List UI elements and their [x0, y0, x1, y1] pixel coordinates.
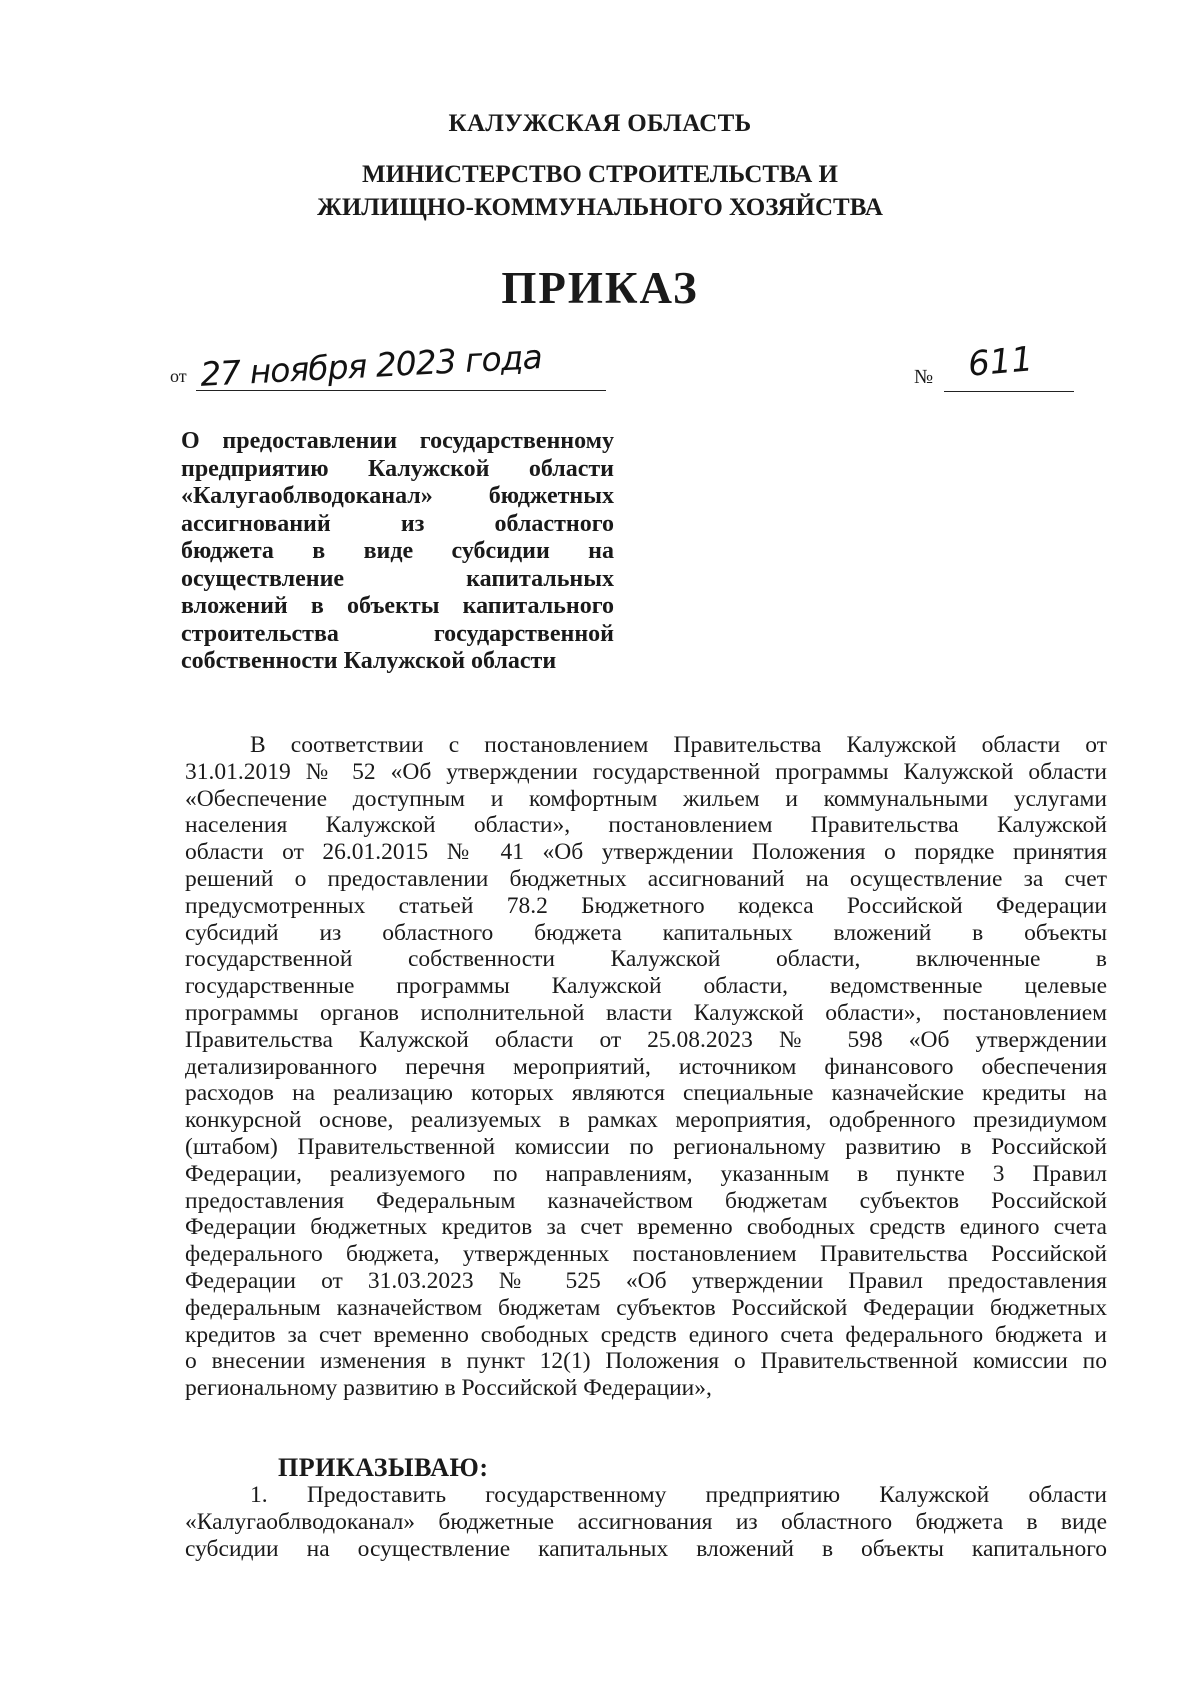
preamble-line: предусмотренных статьей 78.2 Бюджетного кодекса Российской Федерации	[185, 892, 1107, 919]
preamble-line: о внесении изменения в пункт 12(1) Положения о Правительственной комиссии по	[185, 1348, 1107, 1375]
preamble-line: Федерации бюджетных кредитов за счет временно свободных средств единого счета	[185, 1214, 1107, 1241]
preamble-line: «Обеспечение доступным и комфортным жильем и коммунальными услугами	[185, 785, 1107, 812]
subject-line: «Калугаоблводоканал» бюджетных	[181, 483, 614, 509]
document-title: ПРИКАЗ	[501, 263, 699, 313]
preamble-line: государственные программы Калужской области, ведомственные целевые	[185, 973, 1107, 1000]
subject-line: собственности Калужской области	[181, 648, 557, 674]
subject-line: предприятию Калужской области	[181, 455, 614, 482]
date-prefix: от	[170, 366, 187, 386]
subject-line: строительства государственной	[181, 620, 614, 647]
preamble-line: населения Калужской области», постановлением Правительства Калужской	[185, 812, 1107, 839]
subject-line: вложений в объекты капитального	[181, 593, 614, 619]
preamble-line: федерального бюджета, утвержденных постановлением Правительства Российской	[185, 1241, 1107, 1268]
preamble-line: субсидий из областного бюджета капитальных вложений в объекты	[185, 919, 1107, 946]
ministry-heading-line: МИНИСТЕРСТВО СТРОИТЕЛЬСТВА И	[362, 161, 838, 188]
order-item-1	[185, 1482, 1107, 1562]
subject-line: О предоставлении государственному	[181, 428, 614, 454]
date-field	[170, 330, 610, 394]
preamble-line: 31.01.2019 № 52 «Об утверждении государственной программы Калужской области	[185, 758, 1107, 785]
preamble-line: программы органов исполнительной власти Калужской области», постановлением	[185, 999, 1107, 1026]
region-heading: КАЛУЖСКАЯ ОБЛАСТЬ	[448, 110, 752, 137]
number-field	[914, 330, 1094, 390]
number-underline	[944, 391, 1074, 392]
order-directive: ПРИКАЗЫВАЮ:	[278, 1453, 489, 1482]
date-underline	[196, 390, 606, 391]
item-line: субсидии на осуществление капитальных вложений в объекты капитального	[185, 1535, 1107, 1562]
preamble-line: Федерации, реализуемого по направлениям, указанным в пункте 3 Правил	[185, 1160, 1107, 1187]
item-line: 1. Предоставить государственному предприятию Калужской области	[250, 1482, 1107, 1508]
preamble-line: детализированного перечня мероприятий, источником финансового обеспечения	[185, 1053, 1107, 1080]
preamble-line: (штабом) Правительственной комиссии по региональному развитию в Российской	[185, 1133, 1107, 1160]
number-prefix: №	[914, 366, 934, 388]
preamble-line: региональному развитию в Российской Федерации»,	[185, 1375, 712, 1402]
preamble-line: Правительства Калужской области от 25.08.2023 № 598 «Об утверждении	[185, 1026, 1107, 1053]
item-line: «Калугаоблводоканал» бюджетные ассигнования из областного бюджета в виде	[185, 1508, 1107, 1535]
preamble-line: расходов на реализацию которых являются специальные казначейские кредиты на	[185, 1080, 1107, 1107]
preamble-line: предоставления Федеральным казначейством бюджетам субъектов Российской	[185, 1187, 1107, 1214]
preamble-paragraph	[185, 732, 1107, 1402]
preamble-line: федеральным казначейством бюджетам субъектов Российской Федерации бюджетных	[185, 1294, 1107, 1321]
preamble-line: государственной собственности Калужской области, включенные в	[185, 946, 1107, 973]
preamble-line: области от 26.01.2015 № 41 «Об утверждении Положения о порядке принятия	[185, 839, 1107, 866]
preamble-line: В соответствии с постановлением Правительства Калужской области от	[250, 732, 1107, 758]
subject-line: бюджета в виде субсидии на	[181, 538, 614, 564]
preamble-line: конкурсной основе, реализуемых в рамках мероприятия, одобренного президиумом	[185, 1107, 1107, 1134]
preamble-line: Федерации от 31.03.2023 № 525 «Об утверждении Правил предоставления	[185, 1267, 1107, 1294]
subject-line: ассигнований из областного	[181, 510, 614, 537]
ministry-heading	[0, 158, 1200, 224]
ministry-heading-line: ЖИЛИЩНО-КОММУНАЛЬНОГО ХОЗЯЙСТВА	[317, 194, 883, 221]
preamble-line: решений о предоставлении бюджетных ассигнований на осуществление за счет	[185, 865, 1107, 892]
subject-line: осуществление капитальных	[181, 565, 614, 592]
subject-block	[181, 428, 614, 676]
preamble-line: кредитов за счет временно свободных средств единого счета федерального бюджета и	[185, 1321, 1107, 1348]
handwritten-number: 611	[966, 339, 1035, 385]
handwritten-date: 27 ноября 2023 года	[199, 337, 543, 394]
